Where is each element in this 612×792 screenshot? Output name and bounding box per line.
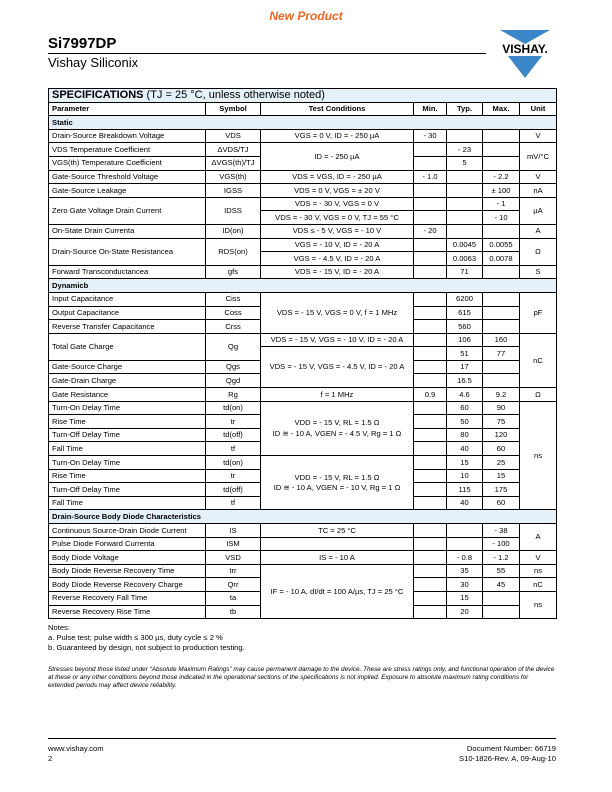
table-row: Body Diode Voltage VSD IS = - 10 A - 0.8 - 1.2 V (49, 551, 557, 565)
company-name: Vishay Siliconix (48, 55, 139, 70)
table-header-row (49, 102, 557, 116)
notes-heading: Notes: (48, 623, 70, 632)
header-min: Min. (414, 102, 447, 116)
table-row: Turn-Off Delay Time td(off) 115 175 (49, 483, 557, 497)
table-row: Gate-Source Threshold Voltage VGS(th) VDS = VGS, ID = - 250 µA - 1.0 - 2.2 V (49, 170, 557, 184)
notes (48, 623, 245, 653)
table-row: Continuous Source-Drain Diode Current IS TC = 25 °C - 38 A (49, 524, 557, 538)
footer-url[interactable]: www.vishay.com (48, 744, 104, 753)
table-row: VGS = - 4.5 V, ID = - 20 A 0.0063 0.0078 (49, 252, 557, 266)
logo-text: VISHAY. (502, 42, 548, 56)
table-row: Gate-Drain Charge Qgd 16.5 (49, 374, 557, 388)
header-parameter: Parameter (49, 102, 206, 116)
header-test-conditions: Test Conditions (261, 102, 414, 116)
footer-right (459, 744, 556, 764)
table-row: Drain-Source Breakdown Voltage VDS VGS = 0 V, ID = - 250 µA - 30 V (49, 129, 557, 143)
table-row: Reverse Recovery Rise Time tb 20 (49, 605, 557, 619)
table-row: Turn-Off Delay Time td(off) 80 120 (49, 428, 557, 442)
table-row: On-State Drain Currenta ID(on) VDS ≤ - 5 V, VGS = - 10 V - 20 A (49, 224, 557, 238)
table-row: Gate-Source Leakage IGSS VDS = 0 V, VGS = ± 20 V ± 100 nA (49, 184, 557, 198)
table-row: Fall Time tf 40 60 (49, 496, 557, 510)
part-number: Si7997DP (48, 35, 117, 52)
table-row: Output Capacitance Coss 615 (49, 306, 557, 320)
table-row: Turn-On Delay Time td(on) VDD = - 15 V, RL = 1.5 Ω ID ≅ - 10 A, VGEN = - 4.5 V, Rg = 1 Ω 60 90 ns (49, 401, 557, 415)
table-row: Body Diode Reverse Recovery Time trr IF = - 10 A, dI/dt = 100 A/µs, TJ = 25 °C 35 55 ns (49, 564, 557, 578)
table-title: SPECIFICATIONS (TJ = 25 °C, unless otherwise noted) (49, 89, 557, 103)
table-row: Input Capacitance Ciss VDS = - 15 V, VGS = 0 V, f = 1 MHz 6200 pF (49, 292, 557, 306)
note-b: b. Guaranteed by design, not subject to production testing. (48, 643, 245, 652)
page-number: 2 (48, 754, 53, 763)
note-a: a. Pulse test; pulse width ≤ 300 µs, duty cycle ≤ 2 % (48, 633, 223, 642)
table-row: Drain-Source On-State Resistancea RDS(on) VGS = - 10 V, ID = - 20 A 0.0045 0.0055 Ω (49, 238, 557, 252)
footer-left (48, 744, 104, 764)
table-row: VDS = - 15 V, VGS = - 4.5 V, ID = - 20 A 51 77 (49, 347, 557, 361)
table-row: VGS(th) Temperature Coefficient ΔVGS(th)/TJ 5 (49, 156, 557, 170)
specifications-table (48, 88, 557, 619)
table-row: Forward Transconductancea gfs VDS = - 15 V, ID = - 20 A 71 S (49, 265, 557, 279)
header-divider (48, 53, 486, 54)
table-row: Reverse Recovery Fall Time ta 15 ns (49, 591, 557, 605)
header-typ: Typ. (447, 102, 483, 116)
header-max: Max. (483, 102, 520, 116)
table-row: Zero Gate Voltage Drain Current IDSS VDS = - 30 V, VGS = 0 V - 1 µA (49, 197, 557, 211)
table-row: VDS Temperature Coefficient ΔVDS/TJ ID = - 250 µA - 23 mV/°C (49, 143, 557, 157)
table-row: Gate Resistance Rg f = 1 MHz 0.9 4.6 9.2 Ω (49, 388, 557, 402)
table-row: Turn-On Delay Time td(on) VDD = - 15 V, RL = 1.5 Ω ID ≅ - 10 A, VGEN = - 10 V, Rg = 1 Ω 15 25 (49, 456, 557, 470)
table-title-row (49, 89, 557, 103)
new-product-label: New Product (269, 9, 343, 23)
table-row: VDS = - 30 V, VGS = 0 V, TJ = 55 °C - 10 (49, 211, 557, 225)
section-diode: Drain-Source Body Diode Characteristics (49, 510, 557, 524)
table-row: Fall Time tf 40 60 (49, 442, 557, 456)
vishay-logo (494, 30, 556, 80)
section-static: Static (49, 116, 557, 130)
specifications-table-container (48, 88, 556, 619)
document-number: Document Number: 66719 (466, 744, 556, 753)
section-dynamic: Dynamicb (49, 279, 557, 293)
table-row: Reverse Transfer Capacitance Crss 560 (49, 320, 557, 334)
stress-disclaimer: Stresses beyond those listed under “Absolute Maximum Ratings” may cause permanent damage to the device. These are stress ratings only, and functional operation of the device at these or any other conditions beyond those indicated in the operational sections of the specifications is not implied. Exposure to absolute maximum rating conditions for extended periods may affect device reliability. (48, 666, 555, 689)
footer-divider (48, 738, 556, 739)
table-row: Body Diode Reverse Recovery Charge Qrr 30 45 nC (49, 578, 557, 592)
table-row: Pulse Diode Forward Currenta ISM - 100 (49, 537, 557, 551)
revision-info: S10-1826-Rev. A, 09-Aug-10 (459, 754, 556, 763)
table-row: Rise Time tr 50 75 (49, 415, 557, 429)
header-unit: Unit (520, 102, 557, 116)
table-row: Total Gate Charge Qg VDS = - 15 V, VGS = - 10 V, ID = - 20 A 106 160 nC (49, 333, 557, 347)
table-row: Gate-Source Charge Qgs 17 (49, 360, 557, 374)
table-row: Rise Time tr 10 15 (49, 469, 557, 483)
header-symbol: Symbol (206, 102, 261, 116)
